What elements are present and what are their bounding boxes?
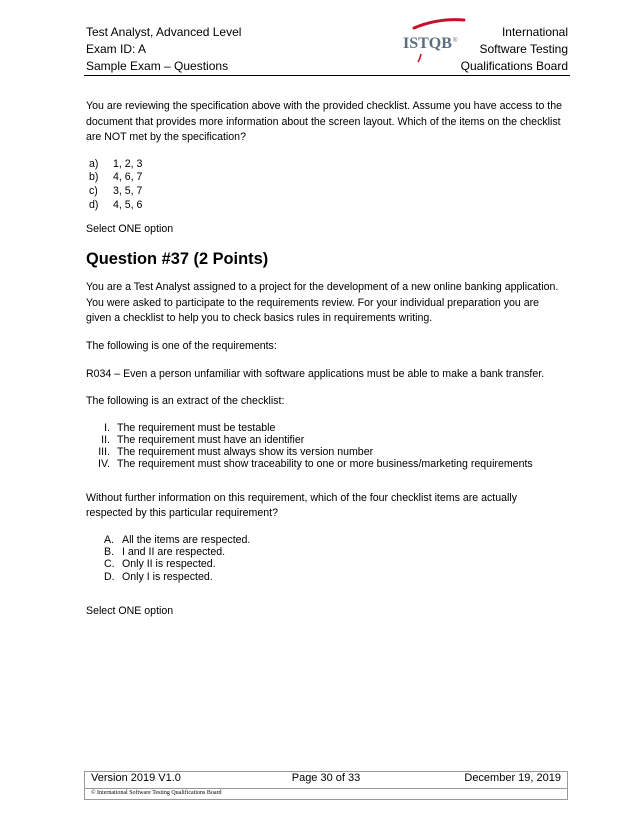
page-footer [84, 771, 568, 800]
option-text: 1, 2, 3 [113, 157, 143, 170]
checklist-marker: IV. [98, 458, 110, 471]
logo-swoosh [414, 20, 464, 28]
list-item [86, 458, 566, 470]
header-title: Test Analyst, Advanced Level [86, 25, 242, 39]
header-left [86, 24, 241, 75]
question-paragraph-4: Without further information on this requirement, which of the four checklist items are actually respected by this particular requirement? [86, 491, 518, 520]
option-marker: b) [89, 171, 99, 184]
checklist-marker: III. [98, 446, 110, 459]
list-item [86, 571, 566, 583]
footer-date: December 19, 2019 [464, 772, 561, 784]
footer-version: Version 2019 V1.0 [91, 772, 181, 784]
header-rule [84, 75, 570, 76]
option-marker: a) [89, 157, 99, 170]
list-item [86, 199, 566, 213]
list-item [86, 422, 566, 434]
intro-options [86, 158, 566, 213]
checklist-text: The requirement must be testable [117, 421, 276, 434]
checklist-text: The requirement must have an identifier [117, 433, 305, 446]
list-item [86, 158, 566, 172]
header-right [461, 24, 568, 75]
list-item [86, 434, 566, 446]
list-item [86, 546, 566, 558]
checklist-text: The requirement must show traceability to one or more business/marketing requirements [117, 458, 533, 471]
option-marker: c) [89, 185, 98, 198]
question-paragraph-2: The following is one of the requirements: [86, 339, 277, 352]
header-org-line1: International [501, 25, 568, 39]
option-text: 3, 5, 7 [113, 185, 143, 198]
intro-select-instruction: Select ONE option [86, 222, 174, 235]
option-text: 4, 5, 6 [113, 198, 143, 211]
list-item [86, 185, 566, 199]
logo-tail [418, 54, 421, 62]
option-marker: d) [89, 198, 99, 211]
question-paragraph-1: You are a Test Analyst assigned to a project for the development of a new online banking application. You were asked to participate to the requirements review. For your individual preparation you are given a checklist to help you to check basics rules in requirements writing. [86, 281, 559, 325]
checklist-marker: II. [101, 433, 110, 446]
option-text: I and II are respected. [122, 546, 226, 559]
list-item [86, 171, 566, 185]
question-paragraph-3: The following is an extract of the checklist: [86, 395, 285, 408]
checklist-marker: I. [104, 421, 110, 434]
option-marker: A. [104, 533, 115, 546]
option-text: Only II is respected. [122, 558, 216, 571]
logo-text: ISTQB [403, 35, 452, 52]
list-item [86, 558, 566, 570]
question-select-instruction: Select ONE option [86, 604, 174, 617]
requirement-text: R034 – Even a person unfamiliar with software applications must be able to make a bank transfer. [86, 367, 545, 380]
option-marker: D. [104, 570, 115, 583]
option-text: Only I is respected. [122, 570, 213, 583]
page-content [86, 99, 566, 632]
option-marker: C. [104, 558, 115, 571]
header-subtitle: Sample Exam – Questions [86, 59, 229, 73]
header-org-line2: Software Testing [479, 42, 568, 56]
list-item [86, 534, 566, 546]
option-text: All the items are respected. [122, 533, 251, 546]
option-marker: B. [104, 546, 115, 559]
logo-registered-mark: ® [453, 38, 458, 44]
option-text: 4, 6, 7 [113, 171, 143, 184]
footer-page-number: Page 30 of 33 [291, 772, 361, 784]
question-title: Question #37 (2 Points) [86, 250, 269, 269]
footer-divider [85, 788, 567, 789]
checklist-text: The requirement must always show its version number [117, 446, 374, 459]
intro-paragraph: You are reviewing the specification above with the provided checklist. Assume you have access to the document that provides more information about the screen layout. Which of the items on the checklist are NOT met by the specification? [86, 100, 563, 144]
checklist [86, 422, 566, 471]
list-item [86, 446, 566, 458]
header-exam-id: Exam ID: A [86, 42, 147, 56]
question-options [86, 534, 566, 583]
header-org-line3: Qualifications Board [460, 59, 568, 73]
footer-copyright: © International Software Testing Qualifications Board [91, 790, 222, 796]
